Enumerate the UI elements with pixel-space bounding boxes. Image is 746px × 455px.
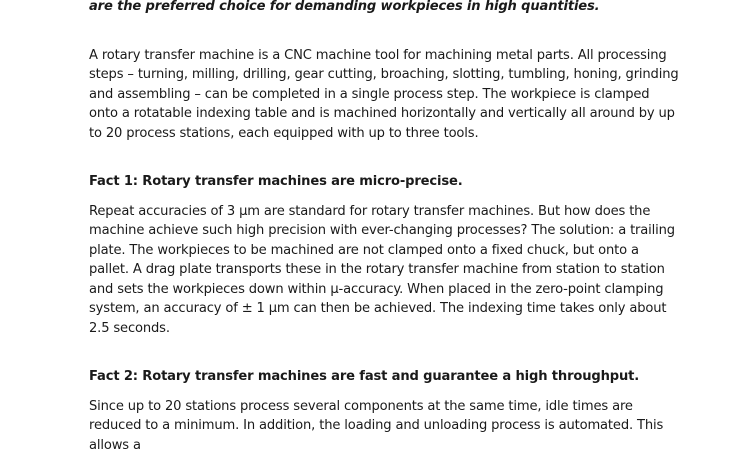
fact-2-heading: Fact 2: Rotary transfer machines are fast and guarantee a high throughput. [89, 367, 679, 387]
lead-fragment: are the preferred choice for demanding workpieces in high quantities. [89, 0, 679, 17]
spacer [89, 17, 679, 46]
spacer [89, 338, 679, 367]
document-page [89, 0, 679, 455]
spacer [89, 143, 679, 172]
intro-paragraph: A rotary transfer machine is a CNC machine tool for machining metal parts. All processing steps – turning, milling, drilling, gear cutting, broaching, slotting, tumbling, honing, grinding and assembling – can be completed in a single process step. The workpiece is clamped onto a rotatable indexing table and is machined horizontally and vertically all around by up to 20 process stations, each equipped with up to three tools. [89, 46, 679, 144]
spacer [89, 192, 679, 202]
fact-1-paragraph: Repeat accuracies of 3 µm are standard for rotary transfer machines. But how does the machine achieve such high precision with ever-changing processes? The solution: a trailing plate. The workpieces to be machined are not clamped onto a fixed chuck, but onto a pallet. A drag plate transports these in the rotary transfer machine from station to station and sets the workpieces down within µ-accuracy. When placed in the zero-point clamping system, an accuracy of ± 1 µm can then be achieved. The indexing time takes only about 2.5 seconds. [89, 202, 679, 339]
spacer [89, 387, 679, 397]
fact-2-paragraph: Since up to 20 stations process several components at the same time, idle times are reduced to a minimum. In addition, the loading and unloading process is automated. This allows a [89, 397, 679, 455]
fact-1-heading: Fact 1: Rotary transfer machines are micro-precise. [89, 172, 679, 192]
